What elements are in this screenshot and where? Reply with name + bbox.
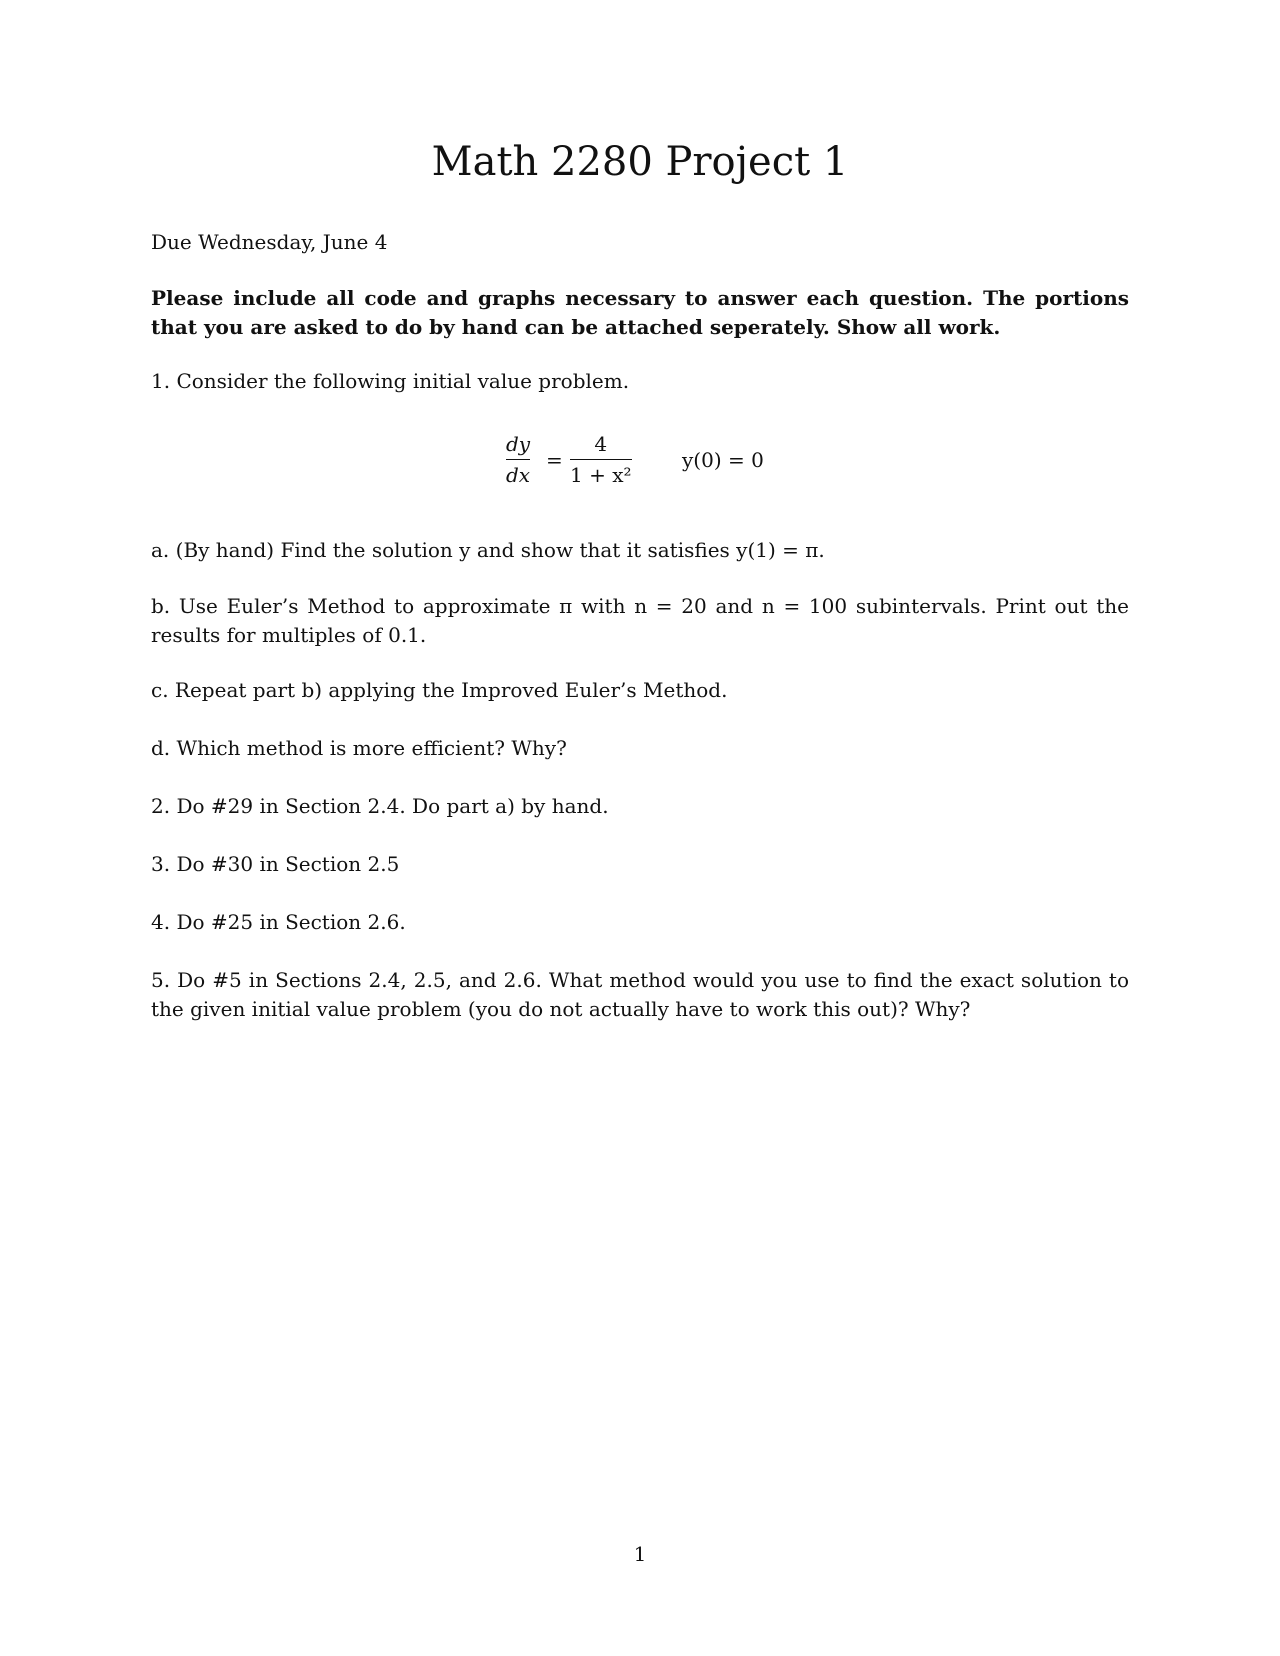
rhs-numerator: 4 [594,432,608,456]
equals-sign: = [546,448,563,472]
fraction-bar [570,459,632,460]
lhs-denominator: dx [506,463,531,487]
problem-5: 5. Do #5 in Sections 2.4, 2.5, and 2.6. What method would you use to find the exact solution to the given initial value problem (you do not actually have to work this out)? Why? [151,968,1129,1021]
problem-4: 4. Do #25 in Section 2.6. [151,910,406,934]
problem-1-part-b: b. Use Euler’s Method to approximate π with n = 20 and n = 100 subintervals. Print out the results for multiples of 0.1. [151,594,1129,647]
problem-1-part-c: c. Repeat part b) applying the Improved Euler’s Method. [151,678,728,702]
document-title: Math 2280 Project 1 [431,139,849,185]
rhs-fraction [570,432,632,487]
lhs-fraction [506,432,530,487]
differential-equation [0,432,1280,492]
initial-condition: y(0) = 0 [682,448,764,472]
rhs-denominator: 1 + x² [570,463,632,487]
problem-1-part-d: d. Which method is more efficient? Why? [151,736,567,760]
problem-1-part-a: a. (By hand) Find the solution y and show that it satisfies y(1) = π. [151,538,825,562]
lhs-numerator: dy [506,432,531,456]
page-number: 1 [633,1542,647,1566]
problem-1-intro: 1. Consider the following initial value problem. [151,369,630,393]
problem-3: 3. Do #30 in Section 2.5 [151,852,400,876]
problem-2: 2. Do #29 in Section 2.4. Do part a) by hand. [151,794,609,818]
fraction-bar [506,459,530,460]
due-date: Due Wednesday, June 4 [151,230,388,254]
instructions: Please include all code and graphs necessary to answer each question. The portions that you are asked to do by hand can be attached seperately. Show all work. [151,286,1129,339]
